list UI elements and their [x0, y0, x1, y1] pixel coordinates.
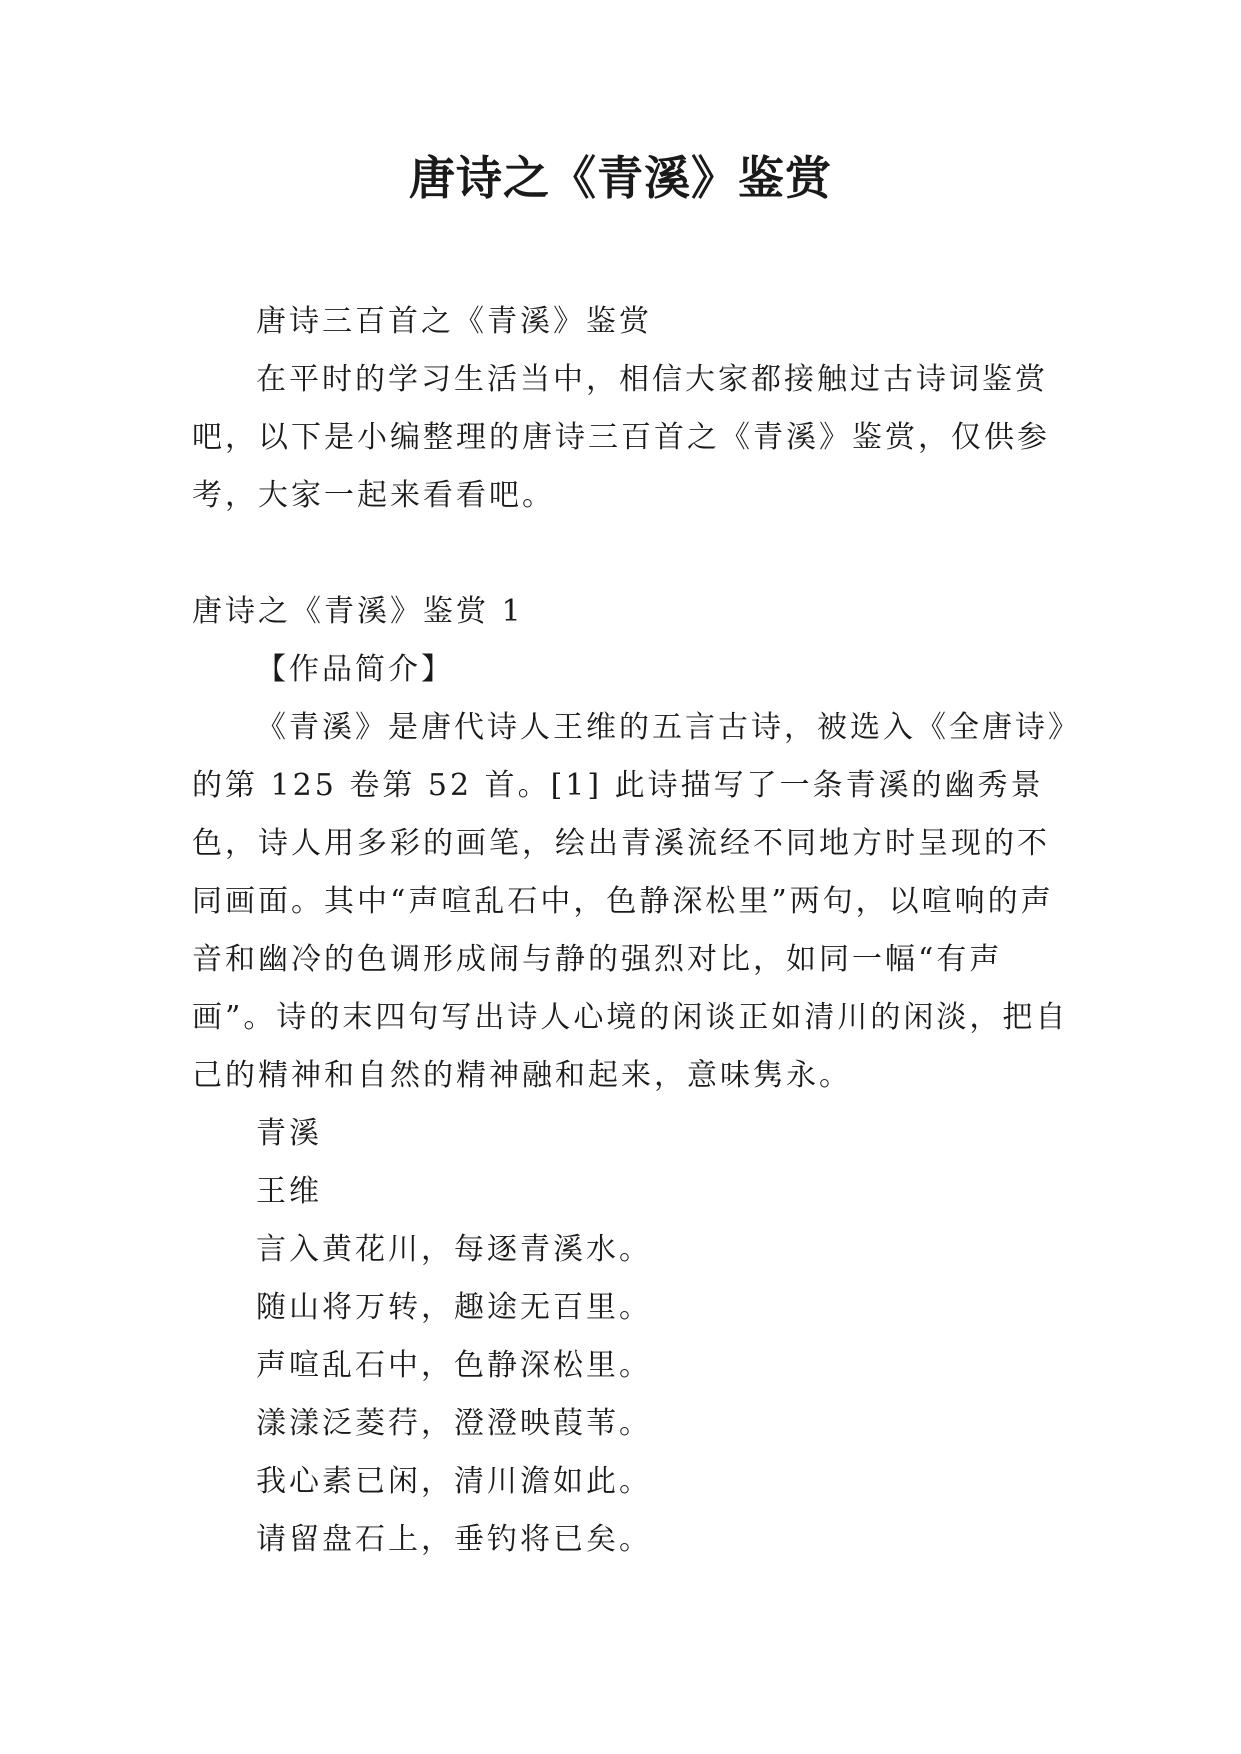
paragraph-spacer [192, 525, 1072, 583]
poem-line: 随山将万转，趣途无百里。 [256, 1290, 652, 1325]
intro-paragraph: 在平时的学习生活当中，相信大家都接触过古诗词鉴赏吧，以下是小编整理的唐诗三百首之《青溪》鉴赏，仅供参考，大家一起来看看吧。 [192, 362, 1050, 513]
poem-author: 王维 [256, 1174, 322, 1209]
poem-title: 青溪 [256, 1116, 322, 1151]
poem-line: 声喧乱石中，色静深松里。 [256, 1348, 652, 1383]
poem-line: 言入黄花川，每逐青溪水。 [256, 1232, 652, 1267]
poem-line: 我心素已闲，清川澹如此。 [256, 1464, 652, 1499]
document-body [192, 293, 1072, 1569]
intro-heading: 唐诗三百首之《青溪》鉴赏 [256, 304, 652, 339]
poem-line: 请留盘石上，垂钓将已矣。 [256, 1522, 652, 1557]
document-title: 唐诗之《青溪》鉴赏 [409, 151, 832, 205]
poem-line: 漾漾泛菱荇，澄澄映葭苇。 [256, 1406, 652, 1441]
summary-paragraph: 《青溪》是唐代诗人王维的五言古诗，被选入《全唐诗》的第 125 卷第 52 首。[1] 此诗描写了一条青溪的幽秀景色，诗人用多彩的画笔，绘出青溪流经不同地方时呈现的不同画面。其中“声喧乱石中，色静深松里”两句，以喧响的声音和幽冷的色调形成闹与静的强烈对比，如同一幅“有声画”。诗的末四句写出诗人心境的闲谈正如清川的闲淡，把自己的精神和自然的精神融和起来，意味隽永。 [192, 710, 1069, 1093]
section-heading: 唐诗之《青溪》鉴赏 1 [192, 594, 524, 629]
subsection-heading: 【作品简介】 [256, 652, 454, 687]
